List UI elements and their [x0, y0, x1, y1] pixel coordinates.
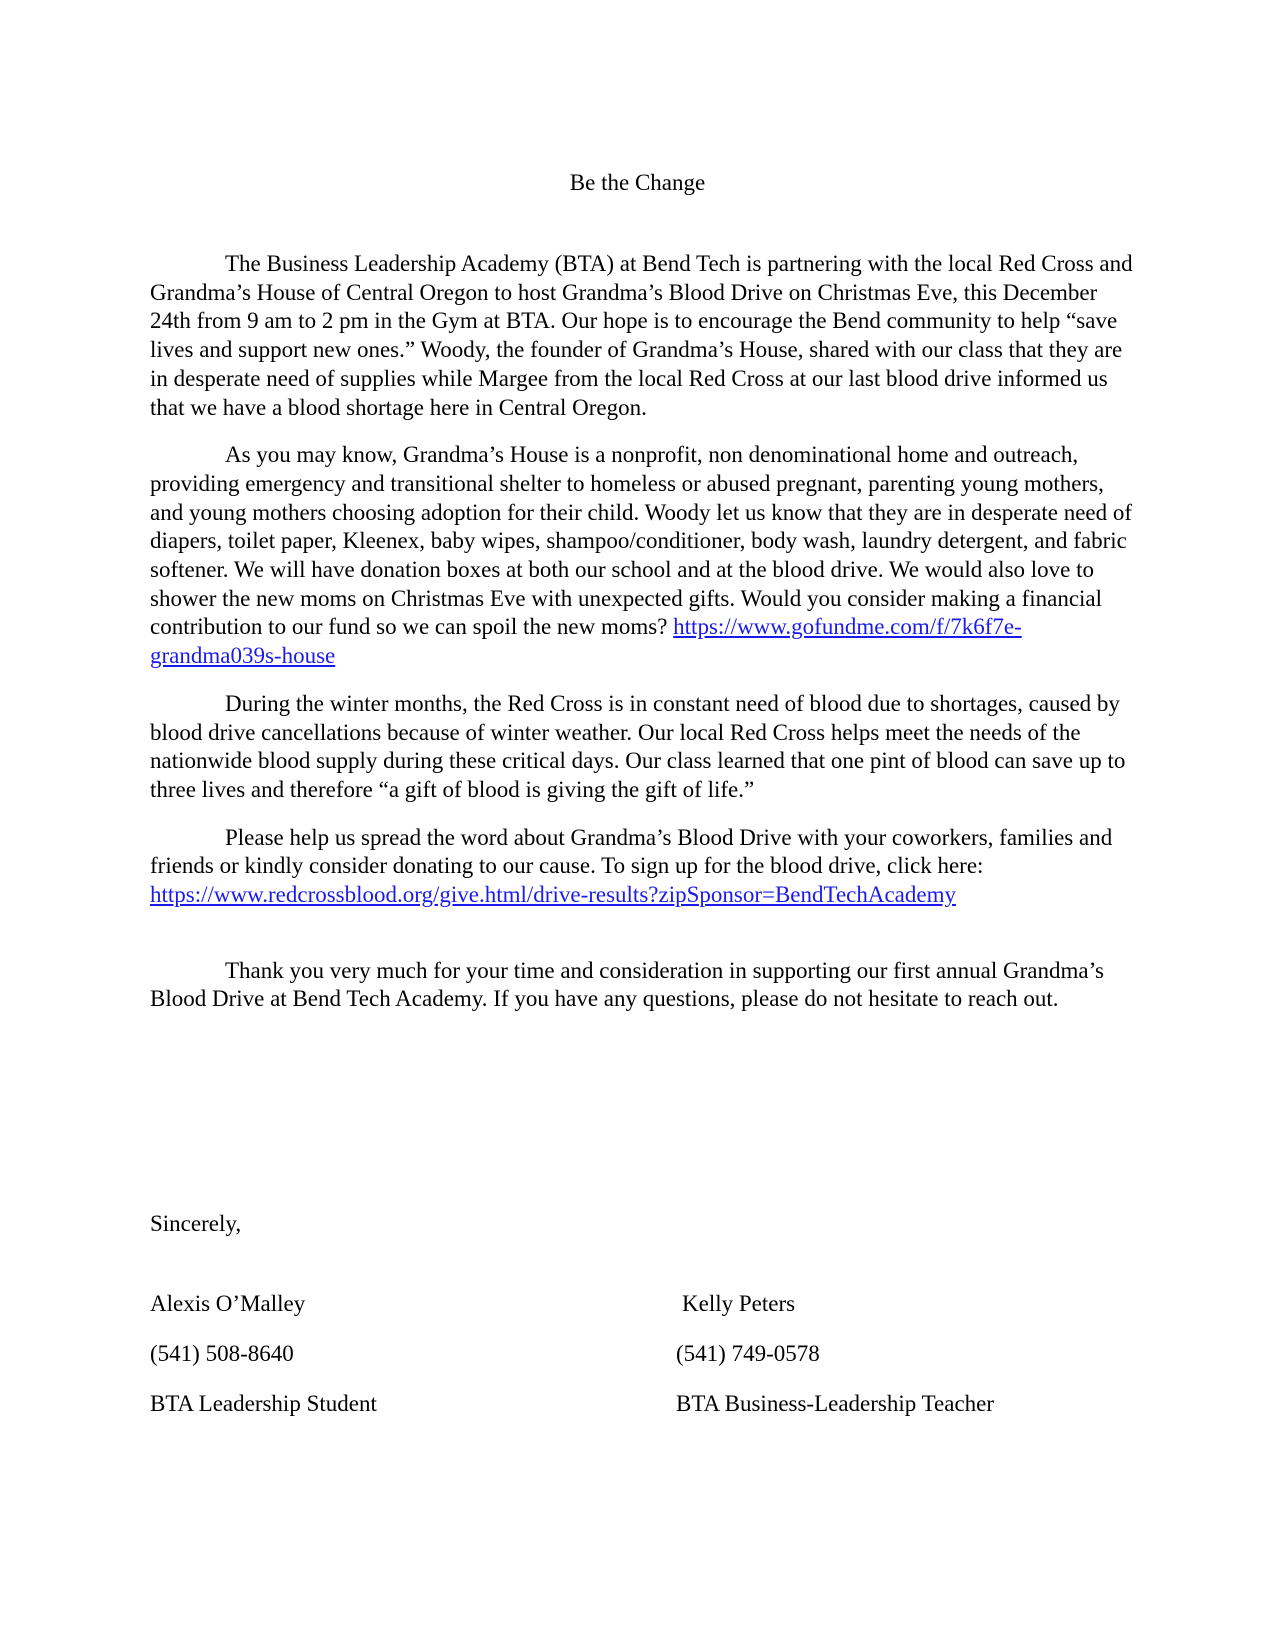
paragraph-sign-up: [150, 824, 1135, 910]
signature-block-student: [150, 1290, 377, 1440]
paragraph-text: Thank you very much for your time and consideration in supporting our first annual Grandma’s Blood Drive at Bend Tech Academy. If you have any questions, please do not hesitate to reach out.: [150, 957, 1104, 1012]
signer-role: BTA Business-Leadership Teacher: [676, 1391, 995, 1416]
signer-role: BTA Leadership Student: [150, 1391, 377, 1416]
signer-name: Alexis O’Malley: [150, 1291, 306, 1316]
paragraph-grandmas-house: [150, 441, 1135, 671]
paragraph-text: As you may know, Grandma’s House is a nonprofit, non denominational home and outreach, providing emergency and transitional shelter to homeless or abused pregnant, parenting young mothers, and young mothers choosing adoption for their child. Woody let us know that they are in desperate need of diapers, toilet paper, Kleenex, baby wipes, shampoo/conditioner, body wash, laundry detergent, and fabric softener. We will have donation boxes at both our school and at the blood drive. We would also love to shower the new moms on Christmas Eve with unexpected gifts. Would you consider making a financial contribution to our fund so we can spoil the new moms?: [150, 442, 1133, 640]
paragraph-thanks: [150, 957, 1135, 1014]
closing-salutation: Sincerely,: [150, 1211, 242, 1236]
page-title: Be the Change: [569, 170, 706, 195]
gofundme-link[interactable]: https://www.gofundme.com/f/7k6f7e-grandma039s-house: [150, 614, 1022, 669]
paragraph-red-cross: [150, 690, 1135, 805]
signer-phone: (541) 749-0578: [676, 1341, 820, 1366]
paragraph-text: During the winter months, the Red Cross is in constant need of blood due to shortages, caused by blood drive cancellations because of winter weather. Our local Red Cross helps meet the needs of the nationwide blood supply during these critical days. Our class learned that one pint of blood can save up to three lives and therefore “a gift of blood is giving the gift of life.”: [150, 690, 1126, 802]
signer-name: Kelly Peters: [682, 1291, 796, 1316]
redcross-signup-link[interactable]: https://www.redcrossblood.org/give.html/drive-results?zipSponsor=BendTechAcademy: [150, 882, 956, 908]
signer-phone: (541) 508-8640: [150, 1341, 294, 1366]
paragraph-intro: [150, 250, 1135, 422]
letter-body: [150, 250, 1135, 1033]
paragraph-text: Please help us spread the word about Grandma’s Blood Drive with your coworkers, families and friends or kindly consider donating to our cause. To sign up for the blood drive, click here:: [150, 824, 1113, 879]
signature-block-teacher: [676, 1290, 994, 1440]
paragraph-text: The Business Leadership Academy (BTA) at Bend Tech is partnering with the local Red Cross and Grandma’s House of Central Oregon to host Grandma’s Blood Drive on Christmas Eve, this December 24th from 9 am to 2 pm in the Gym at BTA. Our hope is to encourage the Bend community to help “save lives and support new ones.” Woody, the founder of Grandma’s House, shared with our class that they are in desperate need of supplies while Margee from the local Red Cross at our last blood drive informed us that we have a blood shortage here in Central Oregon.: [150, 251, 1133, 420]
